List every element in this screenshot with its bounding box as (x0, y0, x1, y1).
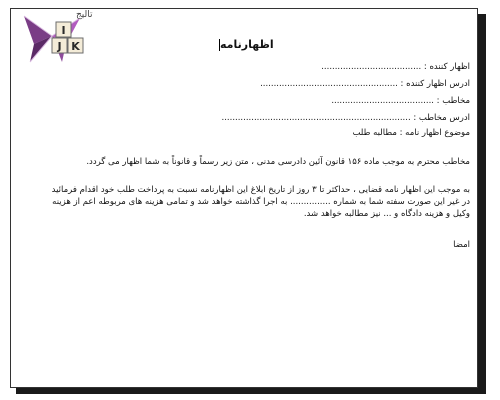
logo-caption: تالیج (76, 10, 93, 20)
field-recipient-address: ادرس مخاطب : ...................................................................... (221, 113, 470, 123)
logo-letter-i: I (61, 24, 66, 37)
field-subject: موضوع اظهار نامه : مطالبه طلب (352, 128, 470, 138)
field-sender-address: ادرس اظهار کننده : ................................................... (260, 79, 470, 89)
title-text: اظهارنامه (220, 38, 274, 51)
body-paragraph-1: مخاطب محترم به موجب ماده ۱۵۶ قانون آئین دادرسی مدنی ، متن زیر رسماً و قانوناً به شما اظهار می گردد. (86, 157, 470, 167)
logo-graphic (22, 14, 102, 64)
field-sender: اظهار کننده : ..................................... (321, 62, 470, 72)
field-recipient: مخاطب : ...................................... (331, 96, 470, 106)
logo-letter-k: K (71, 40, 80, 53)
logo (22, 14, 102, 64)
page-shadow-bottom (16, 388, 486, 394)
logo-letter-j: J (57, 40, 62, 53)
signature-label: امضا (453, 240, 470, 250)
page-title (218, 38, 274, 51)
body-paragraph-2: به موجب این اظهار نامه قضایی ، حداکثر تا ۳ روز از تاریخ ابلاغ این اظهارنامه نسبت به پرداخت طلب خود اقدام فرمائید در غیر این صورت سفته شما به شماره ............... به اجرا گذاشته خواهد شد و تمامی هزینه های مربوطه اعم از هزینه وکیل و هزینه دادگاه و ... نیز مطالبه خواهد شد. (51, 185, 470, 219)
page-shadow-right (478, 14, 486, 392)
